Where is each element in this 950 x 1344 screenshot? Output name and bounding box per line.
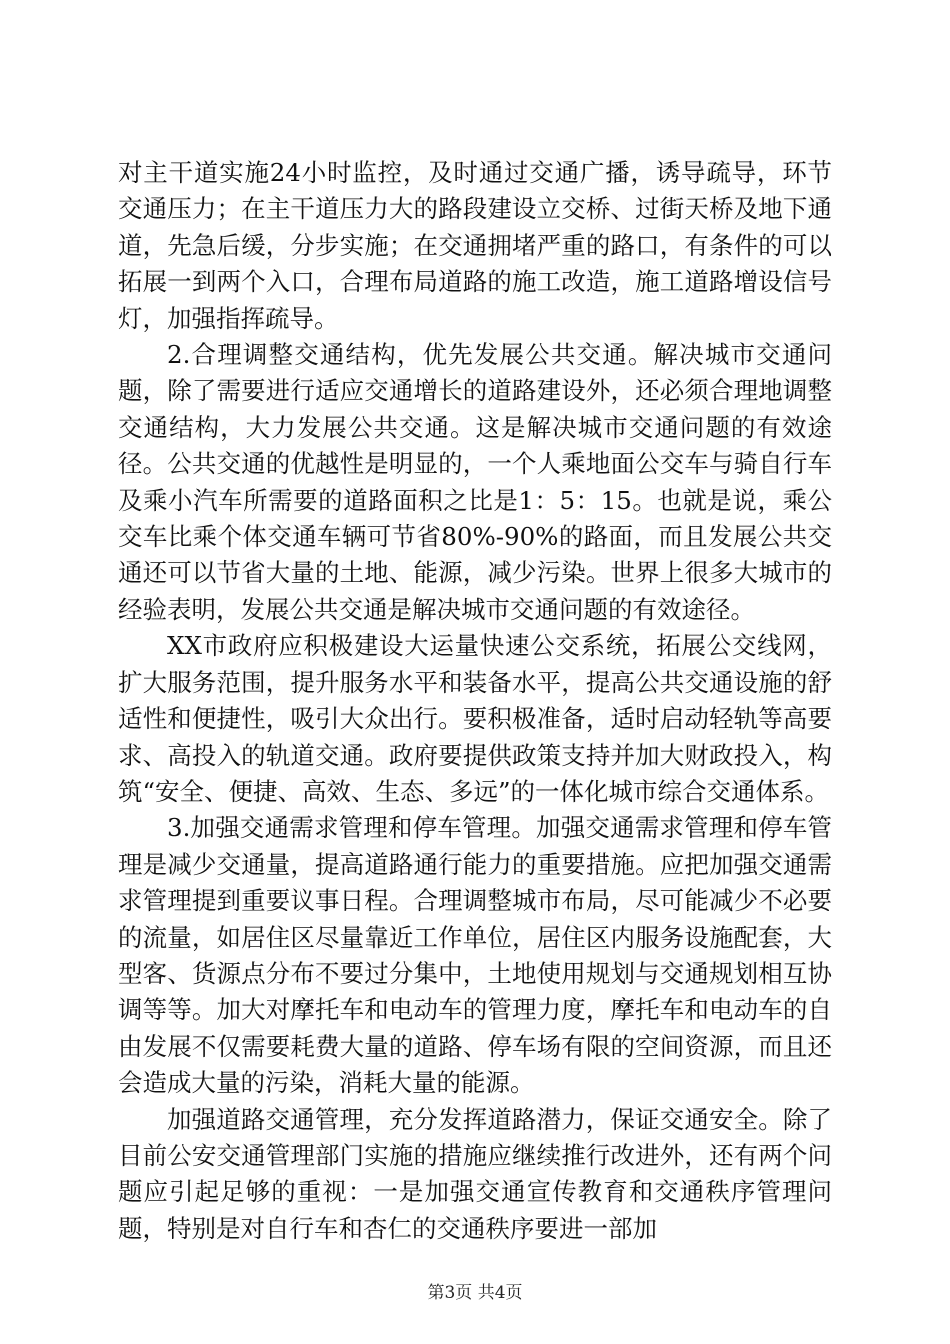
page-number-footer: 第3页 共4页 bbox=[427, 1283, 523, 1303]
document-body bbox=[118, 155, 832, 1247]
paragraph-2: 2.合理调整交通结构，优先发展公共交通。解决城市交通问题，除了需要进行适应交通增长的道路建设外，还必须合理地调整交通结构，大力发展公共交通。这是解决城市交通问题的有效途径。公共交通的优越性是明显的，一个人乘地面公交车与骑自行车及乘小汽车所需要的道路面积之比是1：5：15。也就是说，乘公交车比乘个体交通车辆可节省80%-90%的路面，而且发展公共交通还可以节省大量的土地、能源，减少污染。世界上很多大城市的经验表明，发展公共交通是解决城市交通问题的有效途径。 bbox=[118, 340, 832, 624]
paragraph-3: XX市政府应积极建设大运量快速公交系统，拓展公交线网，扩大服务范围，提升服务水平和装备水平，提高公共交通设施的舒适性和便捷性，吸引大众出行。要积极准备，适时启动轻轨等高要求、高投入的轨道交通。政府要提供政策支持并加大财政投入，构筑“安全、便捷、高效、生态、多远”的一体化城市综合交通体系。 bbox=[118, 631, 832, 806]
paragraph-4: 3.加强交通需求管理和停车管理。加强交通需求管理和停车管理是减少交通量，提高道路通行能力的重要措施。应把加强交通需求管理提到重要议事日程。合理调整城市布局，尽可能减少不必要的流量，如居住区尽量靠近工作单位，居住区内服务设施配套，大型客、货源点分布不要过分集中，土地使用规划与交通规划相互协调等等。加大对摩托车和电动车的管理力度，摩托车和电动车的自由发展不仅需要耗费大量的道路、停车场有限的空间资源，而且还会造成大量的污染，消耗大量的能源。 bbox=[118, 813, 832, 1098]
paragraph-5: 加强道路交通管理，充分发挥道路潜力，保证交通安全。除了目前公安交通管理部门实施的措施应继续推行改进外，还有两个问题应引起足够的重视：一是加强交通宣传教育和交通秩序管理问题，特别是对自行车和杏仁的交通秩序要进一部加 bbox=[118, 1104, 832, 1243]
paragraph-1: 对主干道实施24小时监控，及时通过交通广播，诱导疏导，环节交通压力；在主干道压力大的路段建设立交桥、过街天桥及地下通道，先急后缓，分步实施；在交通拥堵严重的路口，有条件的可以拓展一到两个入口，合理布局道路的施工改造，施工道路增设信号灯，加强指挥疏导。 bbox=[118, 158, 832, 333]
